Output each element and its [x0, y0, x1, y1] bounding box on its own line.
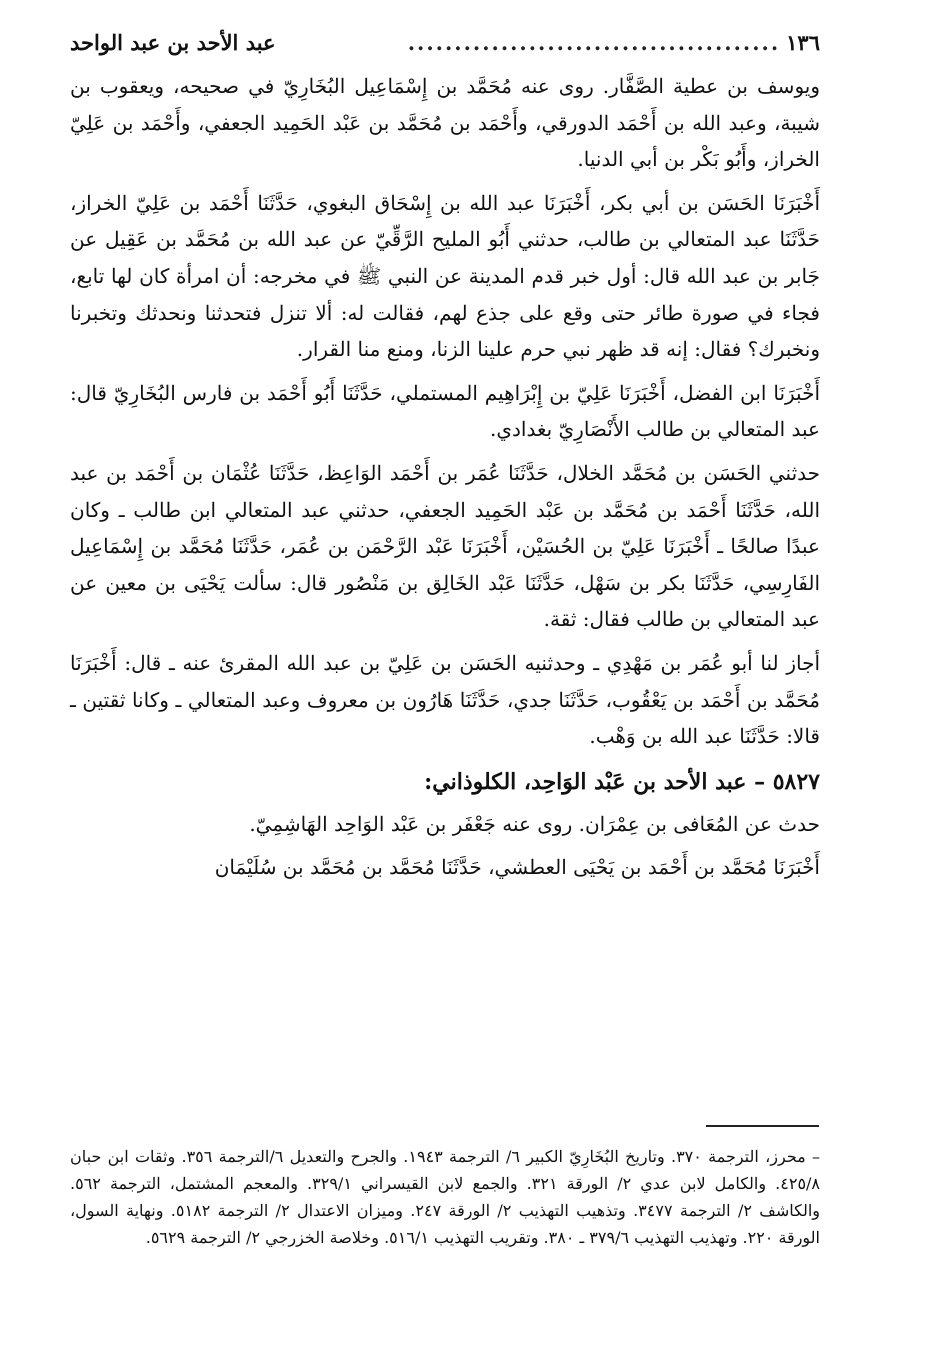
paragraph: حدثني الحَسَن بن مُحَمَّد الخلال، حَدَّثَنَا عُمَر بن أَحْمَد الوَاعِظ، حَدَّثَنَا عُثْمَان بن أَحْمَد بن عبد الله، حَدَّثَنَا أَحْمَد بن مُحَمَّد بن عَبْد الحَمِيد الجعفي، حدثني عبد المتعالي ابن طالب ـ وكان عبدًا صالحًا ـ أَخْبَرَنَا عَلِيّ بن الحُسَيْن، أَخْبَرَنَا عَبْد الرَّحْمَن بن عُمَر، حَدَّثَنَا مُحَمَّد بن إِسْمَاعِيل الفَارِسِي، حَدَّثَنَا بكر بن سَهْل، حَدَّثَنَا عَبْد الخَالِق بن مَنْصُور قال: سألت يَحْيَى بن معين عن عبد المتعالي بن طالب فقال: ثقة. [70, 460, 820, 632]
entry-paragraph: أَخْبَرَنَا مُحَمَّد بن أَحْمَد بن يَحْيَى العطشي، حَدَّثَنَا مُحَمَّد بن مُحَمَّد بن سُلَيْمَان [214, 855, 820, 880]
entry-paragraph: حدث عن المُعَافى بن عِمْرَان. روى عنه جَعْفَر بن عَبْد الوَاحِد الهَاشِمِيّ. [249, 811, 820, 836]
paragraph: ويوسف بن عطية الصَّفَّار. روى عنه مُحَمَّد بن إِسْمَاعِيل البُخَارِيّ في صحيحه، ويعقوب بن شيبة، وعبد الله بن أَحْمَد الدورقي، وأَحْمَد بن مُحَمَّد بن عَبْد الحَمِيد الجعفي، وأَحْمَد بن عَلِيّ الخراز، وأَبُو بَكْر بن أبي الدنيا. [70, 74, 820, 172]
entry-heading: ٥٨٢٧ – عبد الأحد بن عَبْد الوَاحِد، الكلوذاني: [424, 768, 820, 795]
footnote-separator [706, 1125, 819, 1127]
footnote: – محرز، الترجمة ٣٧٠. وتاريخ البُخَارِيّ الكبير ٦/ الترجمة ١٩٤٣. والجرح والتعديل ٦/الترجمة ٣٥٦. وثقات ابن حبان ٤٢٥/٨. والكامل لابن عدي ٢/ الورقة ٣٢١. والجمع لابن القيسراني ٣٢٩/١. والمعجم المشتمل، الترجمة ٥٦٢. والكاشف ٢/ الترجمة ٣٤٧٧. وتذهيب التهذيب ٢/ الورقة ٢٤٧. وميزان الاعتدال ٢/ الترجمة ٥١٨٢. ونهاية السول، الورقة ٢٢٠. وتهذيب التهذيب ٣٧٩/٦ ـ ٣٨٠. وتقريب التهذيب ٥١٦/١. وخلاصة الخزرجي ٢/ الترجمة ٥٦٢٩. [70, 1147, 821, 1247]
paragraph: أَخْبَرَنَا الحَسَن بن أبي بكر، أَخْبَرَنَا عبد الله بن إِسْحَاق البغوي، حَدَّثَنَا أَحْمَد بن عَلِيّ الخراز، حَدَّثَنَا عبد المتعالي بن طالب، حدثني أَبُو المليح الرَّقِّيّ عن عبد الله بن مُحَمَّد بن عَقِيل عن جَابر بن عبد الله قال: أول خبر قدم المدينة عن النبي ﷺ في مخرجه: أن امرأة كان لها تابع، فجاء في صورة طائر حتى وقع على جذع لهم، فقالت له: ألا تنزل فتحدثنا ونحدثك وتخبرنا ونخبرك؟ فقال: إنه قد ظهر نبي حرم علينا الزنا، ومنع منا القرار. [70, 190, 820, 362]
body-text [70, 68, 820, 886]
paragraph: أجاز لنا أبو عُمَر بن مَهْدِي ـ وحدثنيه الحَسَن بن عَلِيّ بن عبد الله المقرئ عنه ـ قال: أَخْبَرَنَا مُحَمَّد بن أَحْمَد بن يَعْقُوب، حَدَّثَنَا جدي، حَدَّثَنَا هَارُون بن معروف وعبد المتعالي ـ وكانا ثقتين ـ قالا: حَدَّثَنَا عبد الله بن وَهْب. [70, 650, 820, 749]
running-header [70, 30, 820, 64]
paragraph: أَخْبَرَنَا ابن الفضل، أَخْبَرَنَا عَلِيّ بن إِبْرَاهِيم المستملي، حَدَّثَنَا أَبُو أَحْمَد بن فارس البُخَارِيّ قال: عبد المتعالي بن طالب الأَنْصَارِيّ بغدادي. [70, 380, 820, 442]
header-dot-leader: ........................................ [407, 30, 781, 55]
running-title: عبد الأحد بن عبد الواحد [70, 30, 276, 55]
page [70, 30, 820, 893]
page-number: ١٣٦ [786, 30, 820, 55]
